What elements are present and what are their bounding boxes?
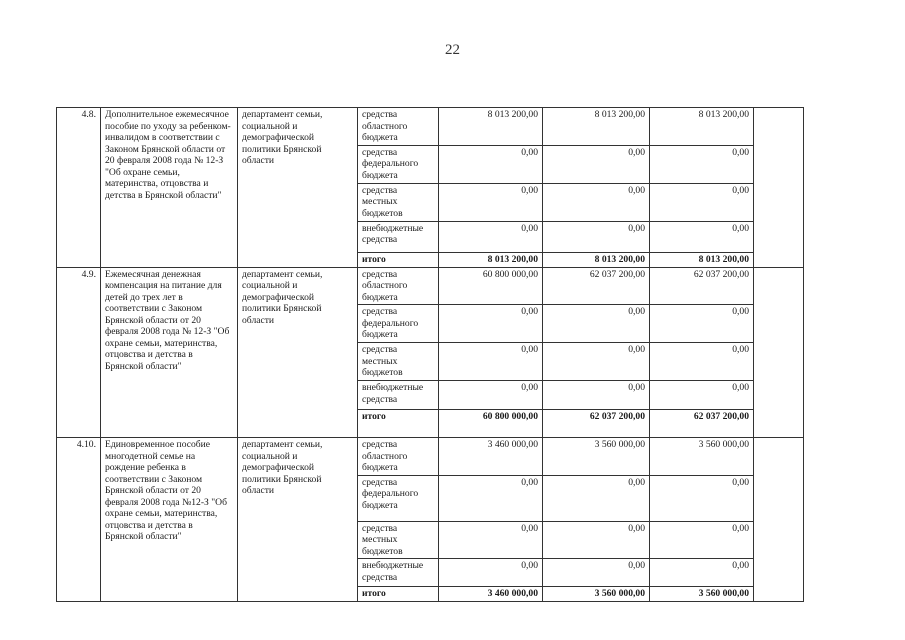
value-year-1: 0,00 — [439, 305, 543, 343]
measure-name: Единовременное пособие многодетной семье на рождение ребенка в соответствии с Законом Брянской области от 20 февраля 2008 года №12-З "Об охране семьи, материнства, отцовства и детства в Брянской области" — [101, 438, 238, 602]
funding-source-total: итого — [358, 587, 439, 602]
value-year-1: 0,00 — [439, 343, 543, 381]
item-number: 4.10. — [57, 438, 101, 602]
empty-cell — [754, 108, 804, 268]
item-number: 4.9. — [57, 267, 101, 438]
value-year-3: 0,00 — [650, 183, 754, 221]
value-year-2: 62 037 200,00 — [543, 267, 650, 305]
funding-source: средства федерального бюджета — [358, 305, 439, 343]
value-year-3: 62 037 200,00 — [650, 267, 754, 305]
value-year-2: 0,00 — [543, 521, 650, 559]
value-year-1: 8 013 200,00 — [439, 108, 543, 146]
funding-source: внебюджетные средства — [358, 381, 439, 410]
value-year-3: 0,00 — [650, 305, 754, 343]
measure-name: Ежемесячная денежная компенсация на питание для детей до трех лет в соответствии с Законом Брянской области от 20 февраля 2008 года № 12-З "Об охране семьи, материнства, отцовства и детства в Брянской области" — [101, 267, 238, 438]
empty-cell — [754, 438, 804, 602]
total-year-2: 3 560 000,00 — [543, 587, 650, 602]
executor: департамент семьи, социальной и демографической политики Брянской области — [238, 438, 358, 602]
funding-source: внебюджетные средства — [358, 221, 439, 252]
value-year-3: 0,00 — [650, 221, 754, 252]
funding-source: средства областного бюджета — [358, 267, 439, 305]
funding-source: средства федерального бюджета — [358, 475, 439, 521]
value-year-2: 0,00 — [543, 145, 650, 183]
executor: департамент семьи, социальной и демографической политики Брянской области — [238, 108, 358, 268]
empty-cell — [754, 267, 804, 438]
total-year-1: 60 800 000,00 — [439, 410, 543, 438]
value-year-2: 0,00 — [543, 559, 650, 587]
value-year-3: 0,00 — [650, 381, 754, 410]
measure-name: Дополнительное ежемесячное пособие по уходу за ребенком-инвалидом в соответствии с Законом Брянской области от 20 февраля 2008 года № 12-З "Об охране семьи, материнства, отцовства и детства в Брянской области" — [101, 108, 238, 268]
value-year-1: 3 460 000,00 — [439, 438, 543, 476]
value-year-1: 0,00 — [439, 559, 543, 587]
value-year-2: 0,00 — [543, 343, 650, 381]
value-year-1: 0,00 — [439, 183, 543, 221]
value-year-2: 0,00 — [543, 381, 650, 410]
value-year-3: 0,00 — [650, 343, 754, 381]
funding-source: внебюджетные средства — [358, 559, 439, 587]
value-year-2: 0,00 — [543, 221, 650, 252]
value-year-2: 0,00 — [543, 183, 650, 221]
total-year-3: 62 037 200,00 — [650, 410, 754, 438]
funding-source: средства областного бюджета — [358, 108, 439, 146]
total-year-1: 3 460 000,00 — [439, 587, 543, 602]
total-year-1: 8 013 200,00 — [439, 252, 543, 267]
page-number: 22 — [445, 42, 460, 58]
executor: департамент семьи, социальной и демографической политики Брянской области — [238, 267, 358, 438]
funding-source-total: итого — [358, 252, 439, 267]
value-year-2: 0,00 — [543, 475, 650, 521]
value-year-2: 8 013 200,00 — [543, 108, 650, 146]
table-row — [57, 267, 804, 305]
funding-source-total: итого — [358, 410, 439, 438]
value-year-1: 0,00 — [439, 475, 543, 521]
funding-source: средства местных бюджетов — [358, 183, 439, 221]
funding-source: средства федерального бюджета — [358, 145, 439, 183]
value-year-3: 0,00 — [650, 521, 754, 559]
value-year-3: 3 560 000,00 — [650, 438, 754, 476]
budget-table — [56, 107, 804, 602]
total-year-2: 62 037 200,00 — [543, 410, 650, 438]
value-year-3: 0,00 — [650, 145, 754, 183]
value-year-1: 60 800 000,00 — [439, 267, 543, 305]
table-row — [57, 108, 804, 146]
value-year-2: 0,00 — [543, 305, 650, 343]
table-row — [57, 438, 804, 476]
total-year-2: 8 013 200,00 — [543, 252, 650, 267]
funding-source: средства областного бюджета — [358, 438, 439, 476]
value-year-1: 0,00 — [439, 221, 543, 252]
value-year-3: 0,00 — [650, 475, 754, 521]
value-year-1: 0,00 — [439, 145, 543, 183]
value-year-1: 0,00 — [439, 381, 543, 410]
funding-source: средства местных бюджетов — [358, 521, 439, 559]
value-year-3: 0,00 — [650, 559, 754, 587]
value-year-1: 0,00 — [439, 521, 543, 559]
value-year-2: 3 560 000,00 — [543, 438, 650, 476]
total-year-3: 8 013 200,00 — [650, 252, 754, 267]
item-number: 4.8. — [57, 108, 101, 268]
total-year-3: 3 560 000,00 — [650, 587, 754, 602]
value-year-3: 8 013 200,00 — [650, 108, 754, 146]
funding-source: средства местных бюджетов — [358, 343, 439, 381]
